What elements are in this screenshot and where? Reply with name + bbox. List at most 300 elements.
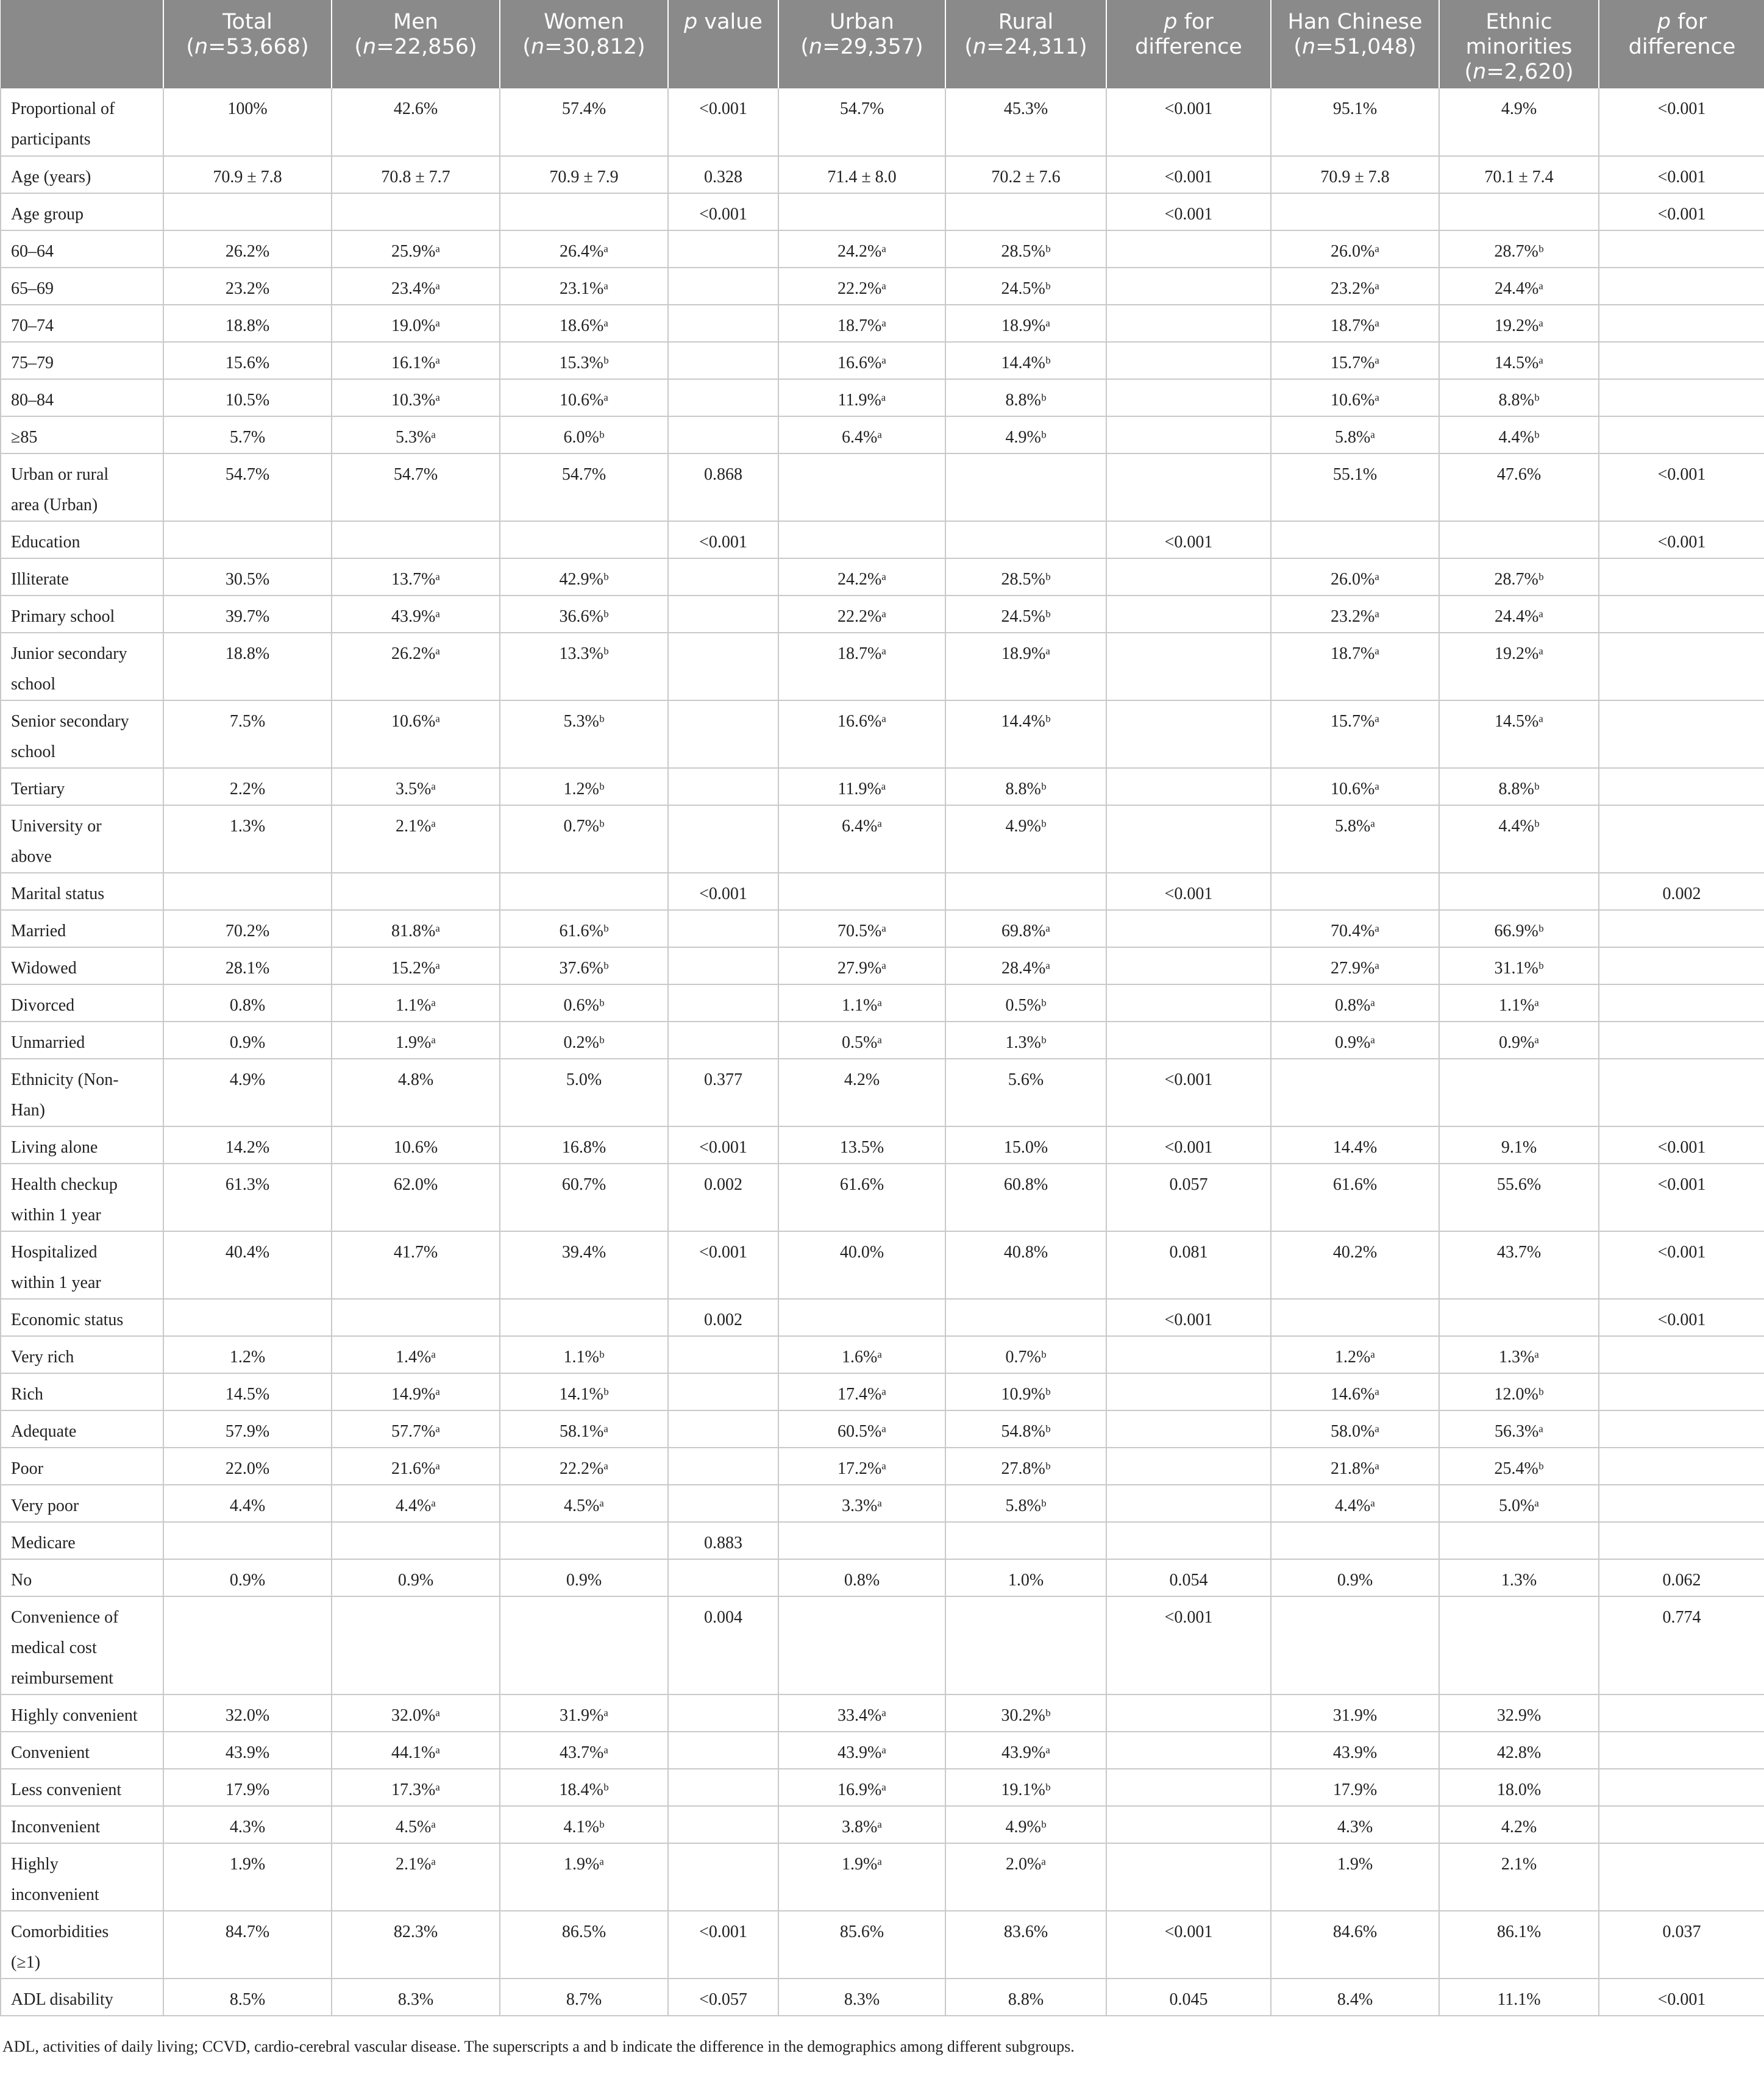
row-label [1,453,163,521]
table-row [1,633,1764,700]
column-header-text: =2,620) [1486,60,1574,84]
column-header-text: Rural [998,10,1054,34]
cell-p_area [1106,700,1271,768]
cell-p_eth: 0.062 [1599,1559,1764,1596]
cell-p_sex [668,805,778,873]
table-body [1,88,1764,2016]
cell-ethnic: 4.4%ᵇ [1439,416,1599,453]
cell-p_eth [1599,984,1764,1022]
cell-men: 82.3% [332,1911,500,1979]
cell-ethnic: 12.0%ᵇ [1439,1373,1599,1410]
cell-ethnic: 55.6% [1439,1164,1599,1231]
column-header-text: Ethnic [1485,10,1552,34]
row-label-line: Economic status [11,1310,124,1329]
cell-urban [778,1596,945,1694]
row-label [1,379,163,416]
cell-total: 39.7% [163,596,332,633]
table-row [1,379,1764,416]
cell-han: 4.4%ᵃ [1271,1485,1439,1522]
cell-rural: 30.2%ᵇ [945,1694,1106,1732]
cell-ethnic [1439,1299,1599,1336]
cell-women: 22.2%ᵃ [500,1448,668,1485]
cell-p_eth [1599,910,1764,947]
cell-p_eth [1599,379,1764,416]
cell-rural: 24.5%ᵇ [945,596,1106,633]
cell-p_area [1106,805,1271,873]
cell-ethnic: 28.7%ᵇ [1439,230,1599,268]
row-label [1,1022,163,1059]
cell-p_area [1106,596,1271,633]
cell-total: 4.9% [163,1059,332,1126]
cell-p_area [1106,910,1271,947]
row-label-line: Highly [11,1855,59,1874]
cell-p_sex: 0.002 [668,1164,778,1231]
cell-p_eth [1599,947,1764,984]
row-label-line: Married [11,922,66,940]
column-header-total [163,0,332,88]
cell-women: 39.4% [500,1231,668,1299]
cell-p_sex [668,1806,778,1843]
column-header-text: =51,048) [1315,35,1417,59]
row-label-line: within 1 year [11,1206,101,1225]
cell-p_sex [668,1732,778,1769]
table-footnote: ADL, activities of daily living; CCVD, cardio-cerebral vascular disease. The superscripts a and b indicate the difference in the demographics among different subgroups. [2,2038,1075,2055]
cell-p_sex [668,558,778,596]
cell-p_eth [1599,1485,1764,1522]
column-header-p_sex [668,0,778,88]
cell-p_sex: 0.868 [668,453,778,521]
table-row [1,1373,1764,1410]
cell-urban: 43.9%ᵃ [778,1732,945,1769]
cell-ethnic: 18.0% [1439,1769,1599,1806]
cell-p_sex: <0.001 [668,873,778,910]
cell-p_eth: <0.001 [1599,156,1764,193]
row-label-line: Medicare [11,1534,76,1552]
cell-rural: 24.5%ᵇ [945,268,1106,305]
table-row [1,1769,1764,1806]
cell-p_area [1106,1022,1271,1059]
cell-p_area [1106,558,1271,596]
table-row [1,416,1764,453]
cell-ethnic: 0.9%ᵃ [1439,1022,1599,1059]
cell-men: 1.4%ᵃ [332,1336,500,1373]
cell-rural: 54.8%ᵇ [945,1410,1106,1448]
cell-p_sex [668,947,778,984]
cell-urban: 33.4%ᵃ [778,1694,945,1732]
cell-rural: 4.9%ᵇ [945,1806,1106,1843]
row-label [1,1410,163,1448]
cell-women: 0.2%ᵇ [500,1022,668,1059]
cell-women: 14.1%ᵇ [500,1373,668,1410]
cell-total: 22.0% [163,1448,332,1485]
cell-women: 4.5%ᵃ [500,1485,668,1522]
row-label [1,416,163,453]
row-label-line: Divorced [11,996,75,1015]
column-header-text: n [809,35,823,59]
row-label [1,984,163,1022]
cell-total: 2.2% [163,768,332,805]
cell-p_area: 0.054 [1106,1559,1271,1596]
cell-p_sex: <0.001 [668,88,778,156]
cell-urban: 1.9%ᵃ [778,1843,945,1911]
cell-urban: 70.5%ᵃ [778,910,945,947]
cell-women [500,873,668,910]
cell-women: 37.6%ᵇ [500,947,668,984]
row-label [1,193,163,230]
table-row [1,1485,1764,1522]
cell-p_area [1106,268,1271,305]
cell-han: 15.7%ᵃ [1271,700,1439,768]
cell-rural: 43.9%ᵃ [945,1732,1106,1769]
cell-p_area: <0.001 [1106,1596,1271,1694]
cell-urban: 1.6%ᵃ [778,1336,945,1373]
cell-men: 62.0% [332,1164,500,1231]
row-label-line: school [11,742,56,761]
table-row [1,1522,1764,1559]
cell-han: 70.9 ± 7.8 [1271,156,1439,193]
cell-total: 0.9% [163,1559,332,1596]
cell-total: 30.5% [163,558,332,596]
table-row [1,342,1764,379]
cell-han: 43.9% [1271,1732,1439,1769]
column-header-text: for [1177,10,1214,34]
cell-p_sex [668,1559,778,1596]
cell-p_area: <0.001 [1106,1299,1271,1336]
cell-urban: 61.6% [778,1164,945,1231]
cell-p_eth: <0.001 [1599,453,1764,521]
cell-rural: 4.9%ᵇ [945,805,1106,873]
cell-rural: 83.6% [945,1911,1106,1979]
row-label [1,910,163,947]
row-label [1,1164,163,1231]
cell-ethnic: 4.9% [1439,88,1599,156]
row-label-line: Senior secondary [11,712,129,731]
cell-rural: 28.5%ᵇ [945,558,1106,596]
cell-ethnic: 8.8%ᵇ [1439,379,1599,416]
cell-ethnic: 4.2% [1439,1806,1599,1843]
column-header-p_area [1106,0,1271,88]
cell-men: 41.7% [332,1231,500,1299]
row-label-line: participants [11,130,91,149]
cell-total: 14.5% [163,1373,332,1410]
row-label [1,700,163,768]
table-row [1,1979,1764,2016]
cell-urban: 11.9%ᵃ [778,768,945,805]
column-header-text: =29,357) [822,35,923,59]
cell-women [500,193,668,230]
cell-urban [778,521,945,558]
column-header-ethnic [1439,0,1599,88]
cell-p_eth [1599,268,1764,305]
table-row [1,1410,1764,1448]
row-label [1,342,163,379]
row-label-line: Convenience of [11,1608,119,1627]
table-row [1,1164,1764,1231]
cell-women: 1.2%ᵇ [500,768,668,805]
column-header-text: n [1302,35,1316,59]
table-row [1,1843,1764,1911]
row-label [1,1059,163,1126]
table-row [1,1059,1764,1126]
column-header-text: Men [393,10,438,34]
cell-men: 25.9%ᵃ [332,230,500,268]
cell-p_sex: <0.001 [668,521,778,558]
cell-p_eth [1599,1806,1764,1843]
row-label-line: Primary school [11,607,115,626]
cell-rural: 5.8%ᵇ [945,1485,1106,1522]
cell-women: 61.6%ᵇ [500,910,668,947]
cell-han: 14.4% [1271,1126,1439,1164]
cell-total: 15.6% [163,342,332,379]
cell-p_eth [1599,768,1764,805]
cell-p_eth [1599,596,1764,633]
table-row [1,1231,1764,1299]
cell-total: 0.8% [163,984,332,1022]
row-label-line: 80–84 [11,391,54,410]
cell-urban: 0.5%ᵃ [778,1022,945,1059]
cell-rural: 27.8%ᵇ [945,1448,1106,1485]
table-row [1,1299,1764,1336]
cell-ethnic: 1.1%ᵃ [1439,984,1599,1022]
cell-ethnic: 1.3%ᵃ [1439,1336,1599,1373]
table-row [1,1806,1764,1843]
table-row [1,453,1764,521]
cell-total: 23.2% [163,268,332,305]
cell-p_eth [1599,1732,1764,1769]
cell-p_area [1106,1694,1271,1732]
cell-total: 7.5% [163,700,332,768]
cell-p_area: <0.001 [1106,521,1271,558]
cell-rural: 69.8%ᵃ [945,910,1106,947]
cell-p_eth: <0.001 [1599,193,1764,230]
cell-rural: 10.9%ᵇ [945,1373,1106,1410]
cell-p_area [1106,633,1271,700]
cell-rural: 19.1%ᵇ [945,1769,1106,1806]
cell-p_eth [1599,1448,1764,1485]
cell-ethnic: 70.1 ± 7.4 [1439,156,1599,193]
cell-p_area: 0.045 [1106,1979,1271,2016]
row-label [1,1448,163,1485]
table-row [1,1336,1764,1373]
cell-p_sex [668,1448,778,1485]
cell-total: 61.3% [163,1164,332,1231]
cell-p_area [1106,416,1271,453]
cell-women: 10.6%ᵃ [500,379,668,416]
cell-urban: 40.0% [778,1231,945,1299]
cell-rural: 15.0% [945,1126,1106,1164]
cell-p_area [1106,1843,1271,1911]
cell-p_sex: 0.883 [668,1522,778,1559]
cell-rural: 18.9%ᵃ [945,305,1106,342]
cell-rural [945,1522,1106,1559]
cell-han: 70.4%ᵃ [1271,910,1439,947]
cell-p_eth: 0.002 [1599,873,1764,910]
row-label-line: (≥1) [11,1953,41,1972]
cell-ethnic: 9.1% [1439,1126,1599,1164]
cell-total: 1.2% [163,1336,332,1373]
row-label [1,1126,163,1164]
row-label [1,88,163,156]
cell-men [332,1596,500,1694]
cell-p_sex [668,1410,778,1448]
column-header-text: ( [1464,60,1473,84]
row-label [1,156,163,193]
cell-total: 18.8% [163,305,332,342]
row-label [1,268,163,305]
row-label [1,805,163,873]
table-row [1,768,1764,805]
table-row [1,268,1764,305]
cell-p_eth: <0.001 [1599,1299,1764,1336]
cell-p_area [1106,1732,1271,1769]
cell-men: 5.3%ᵃ [332,416,500,453]
cell-urban: 18.7%ᵃ [778,305,945,342]
cell-women [500,1522,668,1559]
cell-rural [945,193,1106,230]
row-label [1,1694,163,1732]
cell-p_area: 0.057 [1106,1164,1271,1231]
cell-p_sex: <0.057 [668,1979,778,2016]
cell-p_sex [668,1769,778,1806]
cell-total: 70.2% [163,910,332,947]
row-label-line: ≥85 [11,428,38,447]
cell-ethnic: 5.0%ᵃ [1439,1485,1599,1522]
table-row [1,88,1764,156]
column-header-text: n [363,35,377,59]
column-header-han [1271,0,1439,88]
cell-p_sex: 0.328 [668,156,778,193]
column-header-text: difference [1135,35,1242,59]
cell-ethnic [1439,521,1599,558]
cell-women [500,1299,668,1336]
cell-p_area [1106,453,1271,521]
cell-women: 57.4% [500,88,668,156]
cell-ethnic: 19.2%ᵃ [1439,305,1599,342]
cell-p_area [1106,1485,1271,1522]
cell-women: 70.9 ± 7.9 [500,156,668,193]
cell-p_eth [1599,1059,1764,1126]
column-header-text: =24,311) [986,35,1087,59]
cell-men: 10.6% [332,1126,500,1164]
row-label [1,1979,163,2016]
row-label-line: Living alone [11,1138,98,1157]
cell-urban: 18.7%ᵃ [778,633,945,700]
row-label-line: Education [11,533,80,552]
cell-total: 57.9% [163,1410,332,1448]
table-row [1,1596,1764,1694]
row-label [1,1231,163,1299]
column-header-text: n [531,35,545,59]
row-label [1,1299,163,1336]
cell-urban: 11.9%ᵃ [778,379,945,416]
cell-han: 15.7%ᵃ [1271,342,1439,379]
cell-total [163,1522,332,1559]
row-label-line: Age (years) [11,168,91,187]
cell-women: 6.0%ᵇ [500,416,668,453]
cell-p_area: <0.001 [1106,193,1271,230]
cell-p_eth [1599,1336,1764,1373]
cell-ethnic: 19.2%ᵃ [1439,633,1599,700]
cell-urban [778,193,945,230]
cell-han: 58.0%ᵃ [1271,1410,1439,1448]
cell-women: 86.5% [500,1911,668,1979]
cell-p_sex [668,379,778,416]
cell-total: 1.9% [163,1843,332,1911]
cell-ethnic: 43.7% [1439,1231,1599,1299]
row-label-line: Comorbidities [11,1922,109,1941]
cell-p_sex [668,230,778,268]
column-header-text: ( [522,35,531,59]
cell-urban: 24.2%ᵃ [778,558,945,596]
cell-han: 5.8%ᵃ [1271,416,1439,453]
row-label-line: inconvenient [11,1885,99,1904]
cell-ethnic [1439,193,1599,230]
cell-ethnic: 56.3%ᵃ [1439,1410,1599,1448]
row-label [1,768,163,805]
row-label-line: reimbursement [11,1669,113,1688]
row-label-line: 65–69 [11,279,54,298]
column-header-text: Han Chinese [1287,10,1423,34]
cell-p_eth: <0.001 [1599,521,1764,558]
cell-women: 58.1%ᵃ [500,1410,668,1448]
cell-p_area: 0.081 [1106,1231,1271,1299]
cell-p_area: <0.001 [1106,1059,1271,1126]
cell-p_sex: <0.001 [668,193,778,230]
row-label-line: within 1 year [11,1273,101,1292]
table-row [1,596,1764,633]
cell-han: 61.6% [1271,1164,1439,1231]
cell-urban [778,453,945,521]
cell-han [1271,1596,1439,1694]
row-label-line: Poor [11,1459,43,1478]
cell-p_area [1106,1336,1271,1373]
cell-p_area [1106,1373,1271,1410]
cell-women: 18.4%ᵇ [500,1769,668,1806]
cell-rural: 40.8% [945,1231,1106,1299]
cell-urban: 8.3% [778,1979,945,2016]
cell-urban: 22.2%ᵃ [778,268,945,305]
cell-ethnic: 47.6% [1439,453,1599,521]
cell-men: 4.4%ᵃ [332,1485,500,1522]
cell-p_eth [1599,1022,1764,1059]
cell-men: 16.1%ᵃ [332,342,500,379]
cell-p_eth [1599,700,1764,768]
cell-men: 42.6% [332,88,500,156]
cell-p_sex [668,596,778,633]
cell-men: 81.8%ᵃ [332,910,500,947]
column-header-text: =30,812) [544,35,645,59]
cell-total: 4.3% [163,1806,332,1843]
cell-p_sex: 0.004 [668,1596,778,1694]
column-header-text: ( [1293,35,1302,59]
cell-ethnic [1439,1059,1599,1126]
cell-urban: 16.6%ᵃ [778,700,945,768]
cell-p_area: <0.001 [1106,88,1271,156]
header-row [1,0,1764,88]
row-label [1,1596,163,1694]
column-header-text: n [973,35,987,59]
cell-women: 23.1%ᵃ [500,268,668,305]
cell-men [332,1299,500,1336]
cell-ethnic: 14.5%ᵃ [1439,700,1599,768]
cell-han [1271,1522,1439,1559]
cell-total: 70.9 ± 7.8 [163,156,332,193]
cell-p_area: <0.001 [1106,873,1271,910]
cell-men: 32.0%ᵃ [332,1694,500,1732]
table-row [1,910,1764,947]
cell-women: 8.7% [500,1979,668,2016]
cell-rural: 8.8%ᵇ [945,379,1106,416]
